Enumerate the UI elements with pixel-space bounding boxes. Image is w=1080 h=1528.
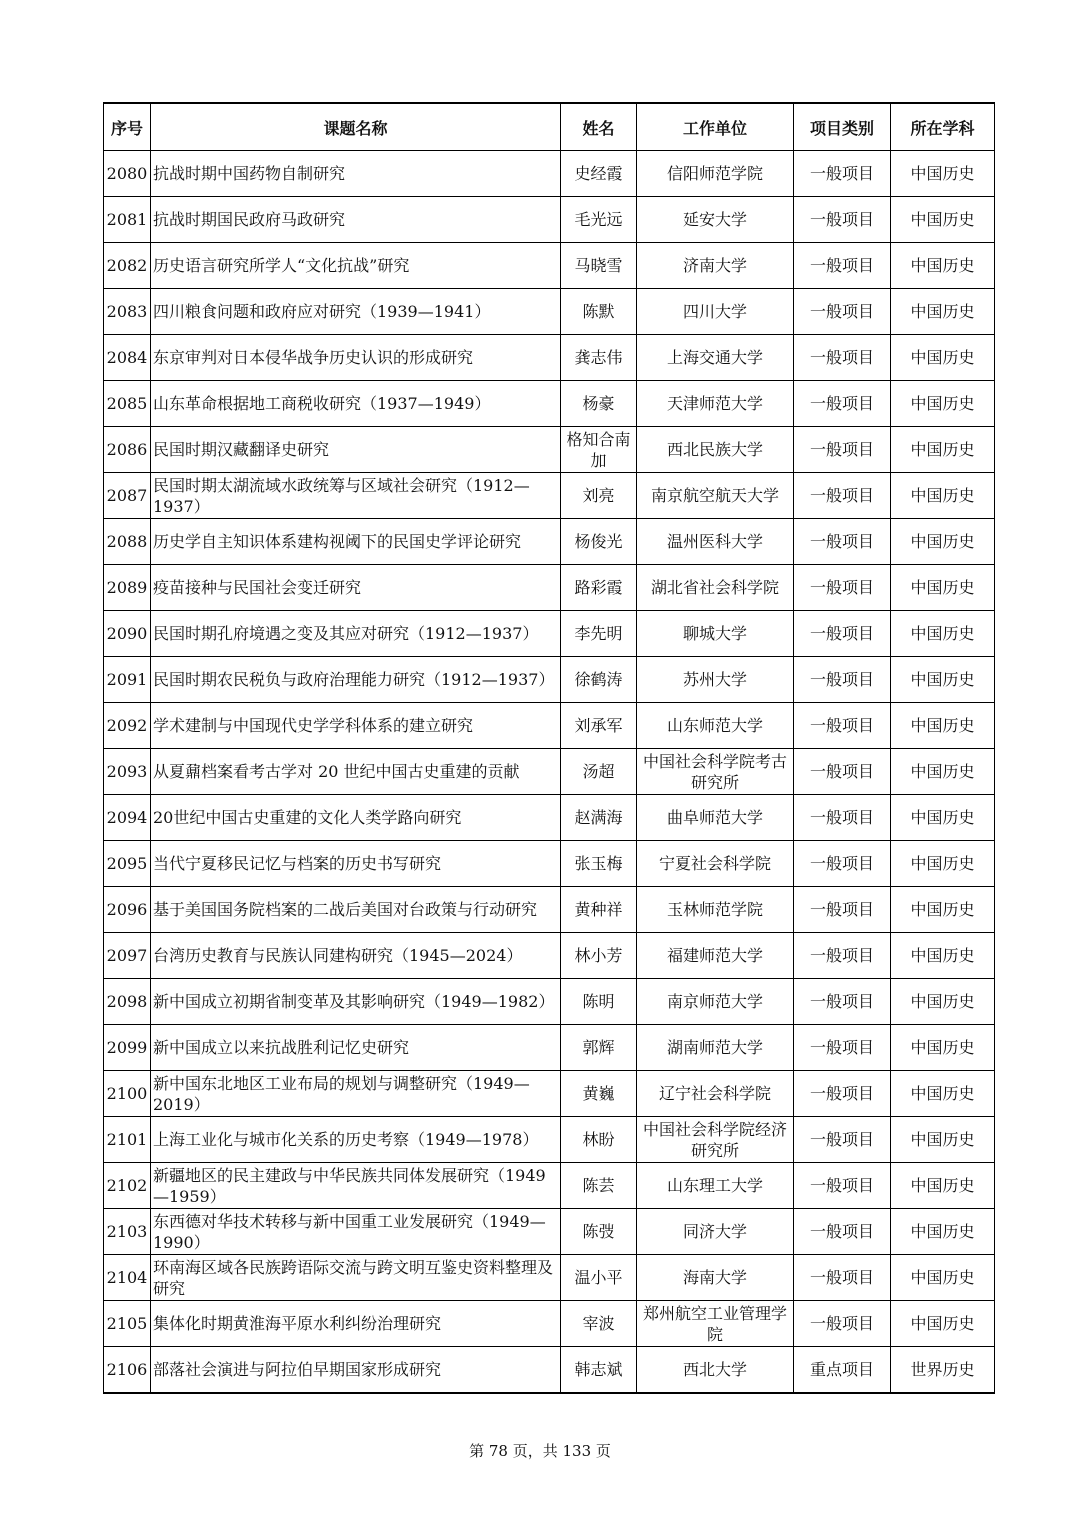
- table-row: [104, 1025, 995, 1071]
- table-row: [104, 933, 995, 979]
- researcher-name: 杨俊光: [561, 519, 637, 565]
- subject-field: 中国历史: [891, 1071, 995, 1117]
- header-category: 项目类别: [794, 103, 891, 151]
- project-category: 一般项目: [794, 381, 891, 427]
- row-number: 2086: [104, 427, 151, 473]
- project-category: 一般项目: [794, 335, 891, 381]
- work-unit: 天津师范大学: [637, 381, 794, 427]
- project-title: 新中国成立初期省制变革及其影响研究（1949—1982）: [151, 979, 561, 1025]
- project-title: 东西德对华技术转移与新中国重工业发展研究（1949—1990）: [151, 1209, 561, 1255]
- work-unit: 中国社会科学院考古研究所: [637, 749, 794, 795]
- project-title: 新中国东北地区工业布局的规划与调整研究（1949—2019）: [151, 1071, 561, 1117]
- subject-field: 中国历史: [891, 289, 995, 335]
- row-number: 2105: [104, 1301, 151, 1347]
- project-category: 一般项目: [794, 887, 891, 933]
- header-title: 课题名称: [151, 103, 561, 151]
- project-title: 部落社会演进与阿拉伯早期国家形成研究: [151, 1347, 561, 1394]
- subject-field: 中国历史: [891, 1163, 995, 1209]
- work-unit: 中国社会科学院经济研究所: [637, 1117, 794, 1163]
- subject-field: 中国历史: [891, 565, 995, 611]
- researcher-name: 龚志伟: [561, 335, 637, 381]
- work-unit: 济南大学: [637, 243, 794, 289]
- table-row: [104, 795, 995, 841]
- researcher-name: 刘承军: [561, 703, 637, 749]
- row-number: 2083: [104, 289, 151, 335]
- project-category: 一般项目: [794, 933, 891, 979]
- subject-field: 中国历史: [891, 887, 995, 933]
- table-row: [104, 1163, 995, 1209]
- researcher-name: 陈默: [561, 289, 637, 335]
- work-unit: 湖北省社会科学院: [637, 565, 794, 611]
- table-row: [104, 381, 995, 427]
- work-unit: 郑州航空工业管理学院: [637, 1301, 794, 1347]
- project-category: 一般项目: [794, 1301, 891, 1347]
- subject-field: 中国历史: [891, 1117, 995, 1163]
- row-number: 2097: [104, 933, 151, 979]
- project-category: 一般项目: [794, 841, 891, 887]
- subject-field: 中国历史: [891, 611, 995, 657]
- work-unit: 聊城大学: [637, 611, 794, 657]
- project-title: 新中国成立以来抗战胜利记忆史研究: [151, 1025, 561, 1071]
- project-category: 一般项目: [794, 979, 891, 1025]
- project-title: 山东革命根据地工商税收研究（1937—1949）: [151, 381, 561, 427]
- project-title: 20世纪中国古史重建的文化人类学路向研究: [151, 795, 561, 841]
- researcher-name: 陈芸: [561, 1163, 637, 1209]
- project-title: 学术建制与中国现代史学学科体系的建立研究: [151, 703, 561, 749]
- table-row: [104, 1301, 995, 1347]
- row-number: 2100: [104, 1071, 151, 1117]
- row-number: 2091: [104, 657, 151, 703]
- project-title: 历史语言研究所学人“文化抗战”研究: [151, 243, 561, 289]
- project-category: 一般项目: [794, 749, 891, 795]
- subject-field: 世界历史: [891, 1347, 995, 1394]
- table-row: [104, 565, 995, 611]
- row-number: 2099: [104, 1025, 151, 1071]
- project-title: 上海工业化与城市化关系的历史考察（1949—1978）: [151, 1117, 561, 1163]
- project-title: 基于美国国务院档案的二战后美国对台政策与行动研究: [151, 887, 561, 933]
- subject-field: 中国历史: [891, 151, 995, 197]
- work-unit: 玉林师范学院: [637, 887, 794, 933]
- table-row: [104, 841, 995, 887]
- researcher-name: 赵满海: [561, 795, 637, 841]
- table-row: [104, 611, 995, 657]
- work-unit: 南京师范大学: [637, 979, 794, 1025]
- researcher-name: 李先明: [561, 611, 637, 657]
- researcher-name: 林小芳: [561, 933, 637, 979]
- researcher-name: 路彩霞: [561, 565, 637, 611]
- row-number: 2082: [104, 243, 151, 289]
- project-title: 抗战时期中国药物自制研究: [151, 151, 561, 197]
- work-unit: 南京航空航天大学: [637, 473, 794, 519]
- project-title: 民国时期孔府境遇之变及其应对研究（1912—1937）: [151, 611, 561, 657]
- subject-field: 中国历史: [891, 381, 995, 427]
- subject-field: 中国历史: [891, 933, 995, 979]
- project-category: 一般项目: [794, 1025, 891, 1071]
- project-category: 一般项目: [794, 795, 891, 841]
- project-category: 一般项目: [794, 1071, 891, 1117]
- researcher-name: 郭辉: [561, 1025, 637, 1071]
- header-unit: 工作单位: [637, 103, 794, 151]
- project-title: 民国时期汉藏翻译史研究: [151, 427, 561, 473]
- project-table: [103, 102, 995, 1394]
- project-category: 一般项目: [794, 1117, 891, 1163]
- project-category: 一般项目: [794, 151, 891, 197]
- researcher-name: 徐鹤涛: [561, 657, 637, 703]
- researcher-name: 韩志斌: [561, 1347, 637, 1394]
- work-unit: 曲阜师范大学: [637, 795, 794, 841]
- table-row: [104, 335, 995, 381]
- table-row: [104, 197, 995, 243]
- researcher-name: 杨豪: [561, 381, 637, 427]
- researcher-name: 马晓雪: [561, 243, 637, 289]
- researcher-name: 陈弢: [561, 1209, 637, 1255]
- project-category: 一般项目: [794, 1163, 891, 1209]
- table-row: [104, 1071, 995, 1117]
- row-number: 2092: [104, 703, 151, 749]
- subject-field: 中国历史: [891, 1255, 995, 1301]
- project-category: 一般项目: [794, 519, 891, 565]
- row-number: 2096: [104, 887, 151, 933]
- project-category: 一般项目: [794, 243, 891, 289]
- subject-field: 中国历史: [891, 197, 995, 243]
- subject-field: 中国历史: [891, 335, 995, 381]
- table-row: [104, 289, 995, 335]
- row-number: 2088: [104, 519, 151, 565]
- work-unit: 四川大学: [637, 289, 794, 335]
- row-number: 2089: [104, 565, 151, 611]
- project-category: 一般项目: [794, 565, 891, 611]
- project-title: 四川粮食问题和政府应对研究（1939—1941）: [151, 289, 561, 335]
- row-number: 2084: [104, 335, 151, 381]
- work-unit: 上海交通大学: [637, 335, 794, 381]
- project-title: 东京审判对日本侵华战争历史认识的形成研究: [151, 335, 561, 381]
- row-number: 2085: [104, 381, 151, 427]
- subject-field: 中国历史: [891, 749, 995, 795]
- project-title: 抗战时期国民政府马政研究: [151, 197, 561, 243]
- work-unit: 湖南师范大学: [637, 1025, 794, 1071]
- table-row: [104, 243, 995, 289]
- researcher-name: 陈明: [561, 979, 637, 1025]
- row-number: 2102: [104, 1163, 151, 1209]
- researcher-name: 汤超: [561, 749, 637, 795]
- table-row: [104, 1209, 995, 1255]
- project-title: 疫苗接种与民国社会变迁研究: [151, 565, 561, 611]
- work-unit: 山东理工大学: [637, 1163, 794, 1209]
- work-unit: 同济大学: [637, 1209, 794, 1255]
- project-category: 一般项目: [794, 1209, 891, 1255]
- row-number: 2095: [104, 841, 151, 887]
- row-number: 2081: [104, 197, 151, 243]
- project-title: 民国时期农民税负与政府治理能力研究（1912—1937）: [151, 657, 561, 703]
- researcher-name: 毛光远: [561, 197, 637, 243]
- table-row: [104, 703, 995, 749]
- work-unit: 西北大学: [637, 1347, 794, 1394]
- subject-field: 中国历史: [891, 841, 995, 887]
- table-row: [104, 887, 995, 933]
- subject-field: 中国历史: [891, 657, 995, 703]
- subject-field: 中国历史: [891, 795, 995, 841]
- row-number: 2098: [104, 979, 151, 1025]
- table-row: [104, 151, 995, 197]
- row-number: 2106: [104, 1347, 151, 1394]
- table-row: [104, 1255, 995, 1301]
- project-category: 一般项目: [794, 197, 891, 243]
- project-title: 环南海区域各民族跨语际交流与跨文明互鉴史资料整理及研究: [151, 1255, 561, 1301]
- header-no: 序号: [104, 103, 151, 151]
- table-row: [104, 519, 995, 565]
- row-number: 2101: [104, 1117, 151, 1163]
- project-category: 一般项目: [794, 611, 891, 657]
- work-unit: 温州医科大学: [637, 519, 794, 565]
- table-row: [104, 427, 995, 473]
- table-body: [104, 151, 995, 1394]
- project-category: 一般项目: [794, 427, 891, 473]
- table-row: [104, 979, 995, 1025]
- project-category: 一般项目: [794, 473, 891, 519]
- project-category: 一般项目: [794, 703, 891, 749]
- table-header-row: [104, 103, 995, 151]
- project-category: 重点项目: [794, 1347, 891, 1394]
- subject-field: 中国历史: [891, 473, 995, 519]
- researcher-name: 林盼: [561, 1117, 637, 1163]
- work-unit: 山东师范大学: [637, 703, 794, 749]
- researcher-name: 黄种祥: [561, 887, 637, 933]
- row-number: 2080: [104, 151, 151, 197]
- row-number: 2093: [104, 749, 151, 795]
- row-number: 2094: [104, 795, 151, 841]
- table-row: [104, 1347, 995, 1394]
- subject-field: 中国历史: [891, 243, 995, 289]
- table-row: [104, 657, 995, 703]
- work-unit: 西北民族大学: [637, 427, 794, 473]
- researcher-name: 格知合南加: [561, 427, 637, 473]
- table-row: [104, 749, 995, 795]
- work-unit: 海南大学: [637, 1255, 794, 1301]
- row-number: 2090: [104, 611, 151, 657]
- work-unit: 延安大学: [637, 197, 794, 243]
- researcher-name: 刘亮: [561, 473, 637, 519]
- project-title: 民国时期太湖流域水政统筹与区域社会研究（1912—1937）: [151, 473, 561, 519]
- subject-field: 中国历史: [891, 1209, 995, 1255]
- row-number: 2104: [104, 1255, 151, 1301]
- table-row: [104, 1117, 995, 1163]
- project-category: 一般项目: [794, 1255, 891, 1301]
- project-title: 集体化时期黄淮海平原水利纠纷治理研究: [151, 1301, 561, 1347]
- project-category: 一般项目: [794, 657, 891, 703]
- table-row: [104, 473, 995, 519]
- project-title: 历史学自主知识体系建构视阈下的民国史学评论研究: [151, 519, 561, 565]
- subject-field: 中国历史: [891, 979, 995, 1025]
- header-subject: 所在学科: [891, 103, 995, 151]
- page-number: 第 78 页，共 133 页: [469, 1442, 611, 1460]
- row-number: 2103: [104, 1209, 151, 1255]
- work-unit: 信阳师范学院: [637, 151, 794, 197]
- project-title: 新疆地区的民主建政与中华民族共同体发展研究（1949—1959）: [151, 1163, 561, 1209]
- researcher-name: 黄巍: [561, 1071, 637, 1117]
- subject-field: 中国历史: [891, 703, 995, 749]
- header-name: 姓名: [561, 103, 637, 151]
- subject-field: 中国历史: [891, 519, 995, 565]
- row-number: 2087: [104, 473, 151, 519]
- work-unit: 宁夏社会科学院: [637, 841, 794, 887]
- researcher-name: 张玉梅: [561, 841, 637, 887]
- subject-field: 中国历史: [891, 427, 995, 473]
- work-unit: 苏州大学: [637, 657, 794, 703]
- subject-field: 中国历史: [891, 1025, 995, 1071]
- project-title: 从夏鼐档案看考古学对 20 世纪中国古史重建的贡献: [151, 749, 561, 795]
- project-title: 台湾历史教育与民族认同建构研究（1945—2024）: [151, 933, 561, 979]
- project-category: 一般项目: [794, 289, 891, 335]
- researcher-name: 宰波: [561, 1301, 637, 1347]
- project-title: 当代宁夏移民记忆与档案的历史书写研究: [151, 841, 561, 887]
- researcher-name: 史经霞: [561, 151, 637, 197]
- subject-field: 中国历史: [891, 1301, 995, 1347]
- work-unit: 福建师范大学: [637, 933, 794, 979]
- researcher-name: 温小平: [561, 1255, 637, 1301]
- work-unit: 辽宁社会科学院: [637, 1071, 794, 1117]
